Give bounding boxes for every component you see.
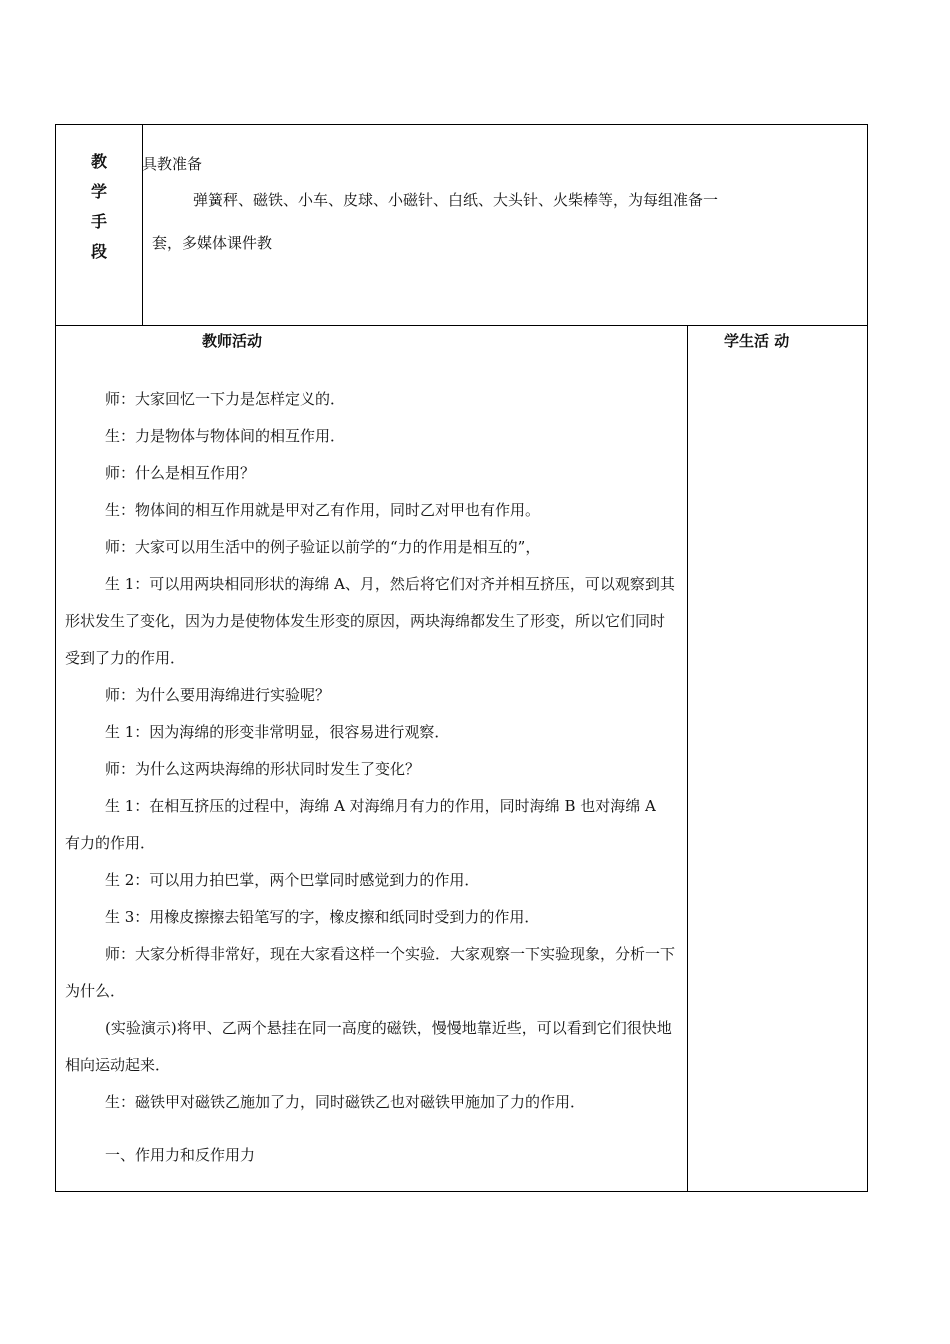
- row-divider: [56, 325, 867, 326]
- dialogue-line: (实验演示)将甲、乙两个悬挂在同一高度的磁铁，慢慢地靠近些，可以看到它们很快地相向运动起来．: [65, 1019, 672, 1074]
- preparation-line: 套，多媒体课件教: [152, 234, 273, 252]
- dialogue-line: 生：磁铁甲对磁铁乙施加了力，同时磁铁乙也对磁铁甲施加了力的作用．: [105, 1093, 586, 1111]
- dialogue-line: 生 1：可以用两块相同形状的海绵 A、月，然后将它们对齐并相互挤压，可以观察到其形状发生了变化，因为力是使物体发生形变的原因，两块海绵都发生了形变，所以它们同时受到了力的作用．: [65, 575, 675, 667]
- dialogue-line: 师：大家回忆一下力是怎样定义的．: [105, 390, 346, 408]
- preparation-title: 具教准备: [142, 155, 203, 173]
- dialogue-line: 生 2：可以用力拍巴掌，两个巴掌同时感觉到力的作用．: [105, 871, 480, 889]
- lesson-plan-table: [55, 124, 868, 1192]
- dialogue-line: 师：大家可以用生活中的例子验证以前学的“力的作用是相互的”，: [105, 538, 541, 556]
- side-label-char: 教: [90, 152, 107, 171]
- dialogue-line: 生 3：用橡皮擦擦去铅笔写的字，橡皮擦和纸同时受到力的作用．: [105, 908, 540, 926]
- side-label-char: 段: [90, 242, 107, 261]
- dialogue-line: 生：物体间的相互作用就是甲对乙有作用，同时乙对甲也有作用。: [105, 501, 541, 519]
- column-divider-bottom: [687, 325, 688, 1191]
- dialogue-line: 师：什么是相互作用？: [105, 464, 256, 482]
- dialogue-line: 生 1：在相互挤压的过程中，海绵 A 对海绵月有力的作用，同时海绵 B 也对海绵 A 有力的作用．: [65, 797, 656, 852]
- student-activity-heading: 学生活 动: [724, 332, 790, 350]
- lesson-dialogue: [65, 381, 675, 1174]
- dialogue-line: 师：为什么这两块海绵的形状同时发生了变化？: [105, 760, 421, 778]
- preparation-line: 弹簧秤、磁铁、小车、皮球、小磁针、白纸、大头针、火柴棒等，为每组准备一: [193, 191, 719, 209]
- dialogue-line: 生 1：因为海绵的形变非常明显，很容易进行观察．: [105, 723, 450, 741]
- dialogue-line: 生：力是物体与物体间的相互作用．: [105, 427, 346, 445]
- dialogue-line: 师：大家分析得非常好，现在大家看这样一个实验．大家观察一下实验现象，分析一下为什么．: [65, 945, 676, 1000]
- side-label-char: 学: [90, 182, 107, 201]
- dialogue-line: 师：为什么要用海绵进行实验呢？: [105, 686, 331, 704]
- teacher-activity-heading: 教师活动: [202, 332, 263, 350]
- section-heading: 一、作用力和反作用力: [105, 1146, 256, 1164]
- side-label-char: 手: [90, 212, 107, 231]
- teaching-means-label: [56, 147, 142, 267]
